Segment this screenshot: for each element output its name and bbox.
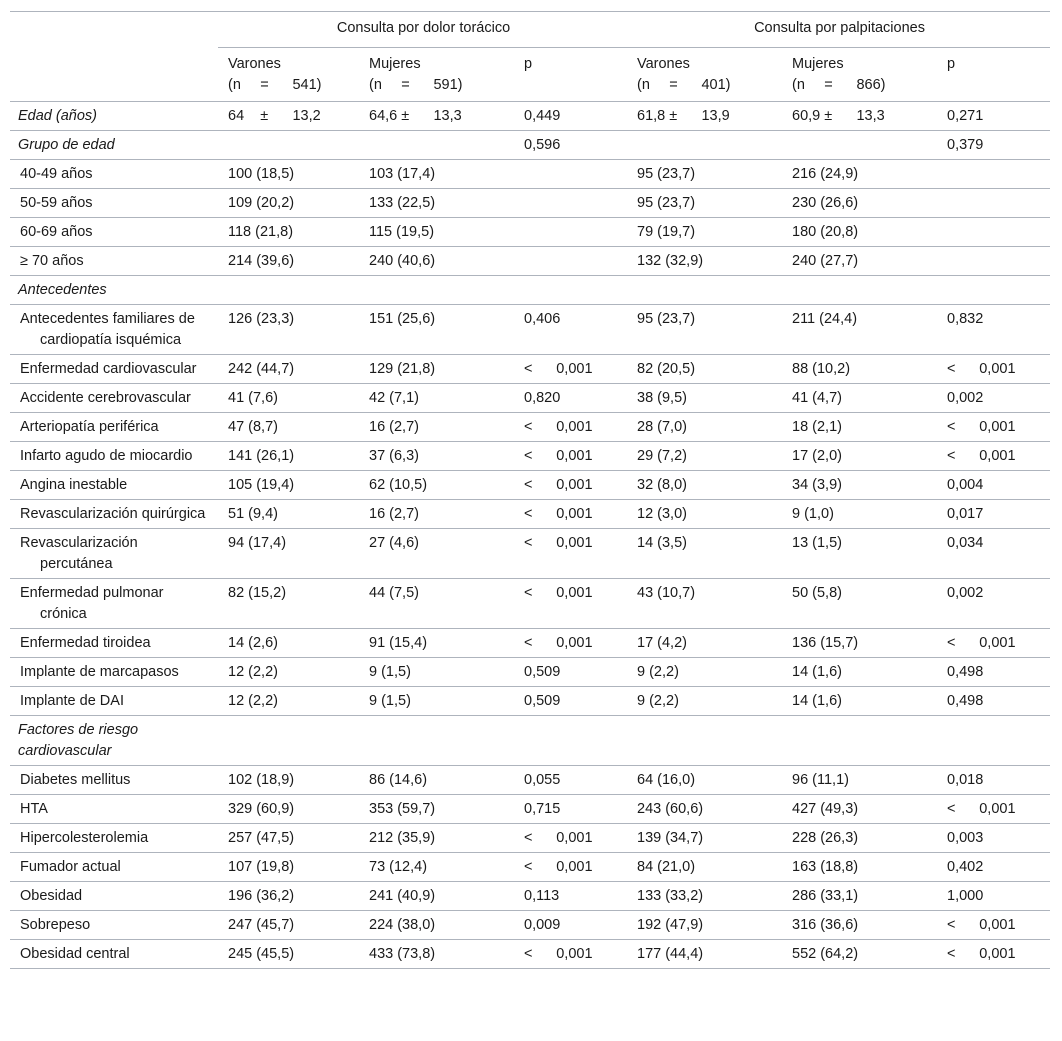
- table-cell: 28 (7,0): [627, 413, 782, 442]
- row-label: Angina inestable: [10, 471, 218, 500]
- col-header: [359, 48, 514, 102]
- table-cell: 427 (49,3): [782, 795, 937, 824]
- col-header-label: Mujeres: [369, 56, 421, 72]
- table-cell: 12 (2,2): [218, 658, 359, 687]
- col-header: [627, 48, 782, 102]
- table-cell: 214 (39,6): [218, 247, 359, 276]
- table-cell: < 0,001: [937, 629, 1050, 658]
- table-cell: [514, 247, 627, 276]
- table-cell: 27 (4,6): [359, 529, 514, 579]
- col-header-n: (n = 591): [369, 77, 463, 93]
- col-header: [218, 48, 359, 102]
- table-cell: 177 (44,4): [627, 940, 782, 969]
- table-cell: 73 (12,4): [359, 853, 514, 882]
- row-label: Revascularización quirúrgica: [10, 500, 218, 529]
- table-row: [10, 853, 1050, 882]
- table-cell: [359, 131, 514, 160]
- row-label: Implante de marcapasos: [10, 658, 218, 687]
- row-label: Antecedentes familiares de cardiopatía isquémica: [10, 305, 218, 355]
- table-cell: 79 (19,7): [627, 218, 782, 247]
- table-cell: 61,8 ± 13,9: [627, 102, 782, 131]
- table-cell: 17 (4,2): [627, 629, 782, 658]
- table-cell: 64,6 ± 13,3: [359, 102, 514, 131]
- table-cell: 9 (1,0): [782, 500, 937, 529]
- table-cell: 50 (5,8): [782, 579, 937, 629]
- table-row: [10, 629, 1050, 658]
- row-label: Accidente cerebrovascular: [10, 384, 218, 413]
- table-cell: 0,002: [937, 579, 1050, 629]
- table-row: [10, 189, 1050, 218]
- table-cell: 37 (6,3): [359, 442, 514, 471]
- table-cell: 0,017: [937, 500, 1050, 529]
- table-cell: 95 (23,7): [627, 189, 782, 218]
- table-cell: < 0,001: [514, 442, 627, 471]
- table-row: [10, 882, 1050, 911]
- table-cell: 316 (36,6): [782, 911, 937, 940]
- row-label: Sobrepeso: [10, 911, 218, 940]
- table-cell: 0,509: [514, 658, 627, 687]
- table-cell: [514, 189, 627, 218]
- table-cell: 105 (19,4): [218, 471, 359, 500]
- table-cell: 64 (16,0): [627, 766, 782, 795]
- table-cell: 353 (59,7): [359, 795, 514, 824]
- table-cell: 0,271: [937, 102, 1050, 131]
- row-label: Grupo de edad: [10, 131, 218, 160]
- table-row: [10, 218, 1050, 247]
- table-cell: [627, 276, 782, 305]
- row-label: Arteriopatía periférica: [10, 413, 218, 442]
- col-header-label: p: [947, 56, 956, 72]
- row-label: 50-59 años: [10, 189, 218, 218]
- table-cell: [514, 160, 627, 189]
- table-cell: < 0,001: [514, 579, 627, 629]
- table-cell: 0,715: [514, 795, 627, 824]
- data-table: [10, 11, 1050, 969]
- row-label: Factores de riesgo cardiovascular: [10, 716, 218, 766]
- table-row: [10, 442, 1050, 471]
- table-row: [10, 658, 1050, 687]
- table-row: [10, 911, 1050, 940]
- table-cell: < 0,001: [514, 471, 627, 500]
- table-cell: 38 (9,5): [627, 384, 782, 413]
- col-header: [514, 48, 627, 102]
- row-label: Obesidad: [10, 882, 218, 911]
- table-header: [10, 12, 1050, 102]
- table-cell: 230 (26,6): [782, 189, 937, 218]
- table-cell: < 0,001: [514, 940, 627, 969]
- col-header-label: Varones: [637, 56, 690, 72]
- table-cell: 136 (15,7): [782, 629, 937, 658]
- table-cell: 0,402: [937, 853, 1050, 882]
- table-cell: 180 (20,8): [782, 218, 937, 247]
- table-row: [10, 579, 1050, 629]
- row-label: Antecedentes: [10, 276, 218, 305]
- table-cell: [937, 160, 1050, 189]
- table-cell: 0,498: [937, 658, 1050, 687]
- table-cell: [218, 716, 359, 766]
- table-cell: < 0,001: [937, 911, 1050, 940]
- table-cell: 0,002: [937, 384, 1050, 413]
- table-cell: < 0,001: [514, 529, 627, 579]
- table-cell: 141 (26,1): [218, 442, 359, 471]
- table-cell: 107 (19,8): [218, 853, 359, 882]
- table-cell: 16 (2,7): [359, 413, 514, 442]
- column-header-row: [10, 48, 1050, 102]
- table-cell: 216 (24,9): [782, 160, 937, 189]
- table-row: [10, 276, 1050, 305]
- row-label: Revascularización percutánea: [10, 529, 218, 579]
- table-cell: 14 (1,6): [782, 658, 937, 687]
- table-cell: 247 (45,7): [218, 911, 359, 940]
- table-cell: < 0,001: [514, 853, 627, 882]
- table-row: [10, 471, 1050, 500]
- table-cell: < 0,001: [937, 795, 1050, 824]
- table-cell: 0,509: [514, 687, 627, 716]
- table-cell: < 0,001: [514, 355, 627, 384]
- table-cell: 224 (38,0): [359, 911, 514, 940]
- row-label-header: [10, 48, 218, 102]
- table-row: [10, 247, 1050, 276]
- table-row: [10, 413, 1050, 442]
- table-cell: 241 (40,9): [359, 882, 514, 911]
- table-cell: 42 (7,1): [359, 384, 514, 413]
- table-cell: 103 (17,4): [359, 160, 514, 189]
- table-row: [10, 102, 1050, 131]
- table-cell: 96 (11,1): [782, 766, 937, 795]
- table-cell: 9 (2,2): [627, 658, 782, 687]
- table-cell: 1,000: [937, 882, 1050, 911]
- table-cell: 16 (2,7): [359, 500, 514, 529]
- table-cell: 102 (18,9): [218, 766, 359, 795]
- col-header: [937, 48, 1050, 102]
- row-label: ≥ 70 años: [10, 247, 218, 276]
- table-cell: 109 (20,2): [218, 189, 359, 218]
- table-cell: 43 (10,7): [627, 579, 782, 629]
- table-cell: 228 (26,3): [782, 824, 937, 853]
- table-cell: 0,113: [514, 882, 627, 911]
- table-row: [10, 716, 1050, 766]
- table-cell: 12 (3,0): [627, 500, 782, 529]
- table-cell: [782, 276, 937, 305]
- row-label: Diabetes mellitus: [10, 766, 218, 795]
- table-cell: 14 (2,6): [218, 629, 359, 658]
- col-header-n: (n = 866): [792, 77, 886, 93]
- group-header-row: [10, 12, 1050, 48]
- table-cell: 0,406: [514, 305, 627, 355]
- table-cell: < 0,001: [937, 413, 1050, 442]
- table-cell: 60,9 ± 13,3: [782, 102, 937, 131]
- table-cell: 100 (18,5): [218, 160, 359, 189]
- table-row: [10, 355, 1050, 384]
- row-label: Hipercolesterolemia: [10, 824, 218, 853]
- table-cell: < 0,001: [514, 500, 627, 529]
- table-cell: 88 (10,2): [782, 355, 937, 384]
- row-label: 60-69 años: [10, 218, 218, 247]
- row-label: Enfermedad pulmonar crónica: [10, 579, 218, 629]
- table-row: [10, 529, 1050, 579]
- table-cell: 44 (7,5): [359, 579, 514, 629]
- table-cell: 94 (17,4): [218, 529, 359, 579]
- table-cell: < 0,001: [514, 824, 627, 853]
- col-header-label: Mujeres: [792, 56, 844, 72]
- table-cell: 0,596: [514, 131, 627, 160]
- table-row: [10, 766, 1050, 795]
- table-row: [10, 500, 1050, 529]
- table-cell: [514, 218, 627, 247]
- table-cell: 86 (14,6): [359, 766, 514, 795]
- table-cell: [937, 276, 1050, 305]
- table-cell: 286 (33,1): [782, 882, 937, 911]
- table-cell: 212 (35,9): [359, 824, 514, 853]
- group-header-chest-pain: Consulta por dolor torácico: [218, 12, 627, 48]
- table-cell: 14 (1,6): [782, 687, 937, 716]
- table-cell: < 0,001: [514, 629, 627, 658]
- table-cell: 433 (73,8): [359, 940, 514, 969]
- table-cell: 118 (21,8): [218, 218, 359, 247]
- table-cell: 0,498: [937, 687, 1050, 716]
- table-row: [10, 160, 1050, 189]
- table-cell: 133 (33,2): [627, 882, 782, 911]
- table-cell: 0,832: [937, 305, 1050, 355]
- table-cell: [937, 189, 1050, 218]
- table-cell: [627, 131, 782, 160]
- row-label: Infarto agudo de miocardio: [10, 442, 218, 471]
- col-header-n: (n = 401): [637, 77, 731, 93]
- table-cell: < 0,001: [937, 940, 1050, 969]
- col-header-n: (n = 541): [228, 77, 322, 93]
- table-cell: 84 (21,0): [627, 853, 782, 882]
- table-cell: 115 (19,5): [359, 218, 514, 247]
- table-cell: [937, 716, 1050, 766]
- table-cell: 62 (10,5): [359, 471, 514, 500]
- table-cell: 17 (2,0): [782, 442, 937, 471]
- table-cell: 0,004: [937, 471, 1050, 500]
- table-cell: 95 (23,7): [627, 305, 782, 355]
- table-cell: 47 (8,7): [218, 413, 359, 442]
- row-label: Edad (años): [10, 102, 218, 131]
- table-cell: 82 (20,5): [627, 355, 782, 384]
- table-row: [10, 940, 1050, 969]
- table-cell: 0,034: [937, 529, 1050, 579]
- row-label: Obesidad central: [10, 940, 218, 969]
- table-cell: 29 (7,2): [627, 442, 782, 471]
- table-cell: 192 (47,9): [627, 911, 782, 940]
- table-cell: 243 (60,6): [627, 795, 782, 824]
- table-cell: 0,009: [514, 911, 627, 940]
- row-label: Enfermedad cardiovascular: [10, 355, 218, 384]
- col-header: [782, 48, 937, 102]
- table-cell: < 0,001: [937, 355, 1050, 384]
- table-cell: 211 (24,4): [782, 305, 937, 355]
- table-cell: 0,379: [937, 131, 1050, 160]
- table-cell: [359, 716, 514, 766]
- table-body: [10, 102, 1050, 969]
- table-cell: < 0,001: [937, 442, 1050, 471]
- row-label: 40-49 años: [10, 160, 218, 189]
- table-cell: 95 (23,7): [627, 160, 782, 189]
- table-cell: [218, 131, 359, 160]
- table-cell: 552 (64,2): [782, 940, 937, 969]
- table-cell: 163 (18,8): [782, 853, 937, 882]
- table-cell: 14 (3,5): [627, 529, 782, 579]
- table-cell: 240 (40,6): [359, 247, 514, 276]
- corner-cell: [10, 12, 218, 48]
- row-label: Enfermedad tiroidea: [10, 629, 218, 658]
- table-cell: [627, 716, 782, 766]
- table-cell: 41 (7,6): [218, 384, 359, 413]
- table-cell: [937, 247, 1050, 276]
- table-row: [10, 795, 1050, 824]
- row-label: Implante de DAI: [10, 687, 218, 716]
- table-cell: 196 (36,2): [218, 882, 359, 911]
- table-cell: 126 (23,3): [218, 305, 359, 355]
- table-cell: [218, 276, 359, 305]
- table-cell: 0,003: [937, 824, 1050, 853]
- table-cell: 129 (21,8): [359, 355, 514, 384]
- table-cell: [514, 716, 627, 766]
- table-cell: 0,820: [514, 384, 627, 413]
- col-header-label: p: [524, 56, 533, 72]
- table-cell: 64 ± 13,2: [218, 102, 359, 131]
- table-cell: 18 (2,1): [782, 413, 937, 442]
- table-cell: 151 (25,6): [359, 305, 514, 355]
- table-row: [10, 687, 1050, 716]
- table-cell: 32 (8,0): [627, 471, 782, 500]
- table-cell: 9 (1,5): [359, 658, 514, 687]
- table-row: [10, 384, 1050, 413]
- table-cell: [782, 131, 937, 160]
- table-cell: [359, 276, 514, 305]
- group-header-palpitations: Consulta por palpitaciones: [627, 12, 1050, 48]
- table-cell: [514, 276, 627, 305]
- table-row: [10, 824, 1050, 853]
- table-cell: 82 (15,2): [218, 579, 359, 629]
- table-cell: 9 (1,5): [359, 687, 514, 716]
- table-container: [10, 11, 1050, 969]
- table-cell: 0,449: [514, 102, 627, 131]
- table-cell: 51 (9,4): [218, 500, 359, 529]
- table-cell: 34 (3,9): [782, 471, 937, 500]
- table-cell: 132 (32,9): [627, 247, 782, 276]
- table-cell: 0,018: [937, 766, 1050, 795]
- table-cell: [937, 218, 1050, 247]
- table-cell: 41 (4,7): [782, 384, 937, 413]
- table-cell: 329 (60,9): [218, 795, 359, 824]
- table-row: [10, 305, 1050, 355]
- row-label: Fumador actual: [10, 853, 218, 882]
- col-header-label: Varones: [228, 56, 281, 72]
- table-cell: 91 (15,4): [359, 629, 514, 658]
- row-label: HTA: [10, 795, 218, 824]
- table-cell: 139 (34,7): [627, 824, 782, 853]
- table-cell: 245 (45,5): [218, 940, 359, 969]
- table-cell: 9 (2,2): [627, 687, 782, 716]
- table-cell: [782, 716, 937, 766]
- table-cell: 0,055: [514, 766, 627, 795]
- table-cell: 133 (22,5): [359, 189, 514, 218]
- table-cell: 12 (2,2): [218, 687, 359, 716]
- table-row: [10, 131, 1050, 160]
- table-cell: 13 (1,5): [782, 529, 937, 579]
- table-cell: < 0,001: [514, 413, 627, 442]
- table-cell: 242 (44,7): [218, 355, 359, 384]
- table-cell: 240 (27,7): [782, 247, 937, 276]
- table-cell: 257 (47,5): [218, 824, 359, 853]
